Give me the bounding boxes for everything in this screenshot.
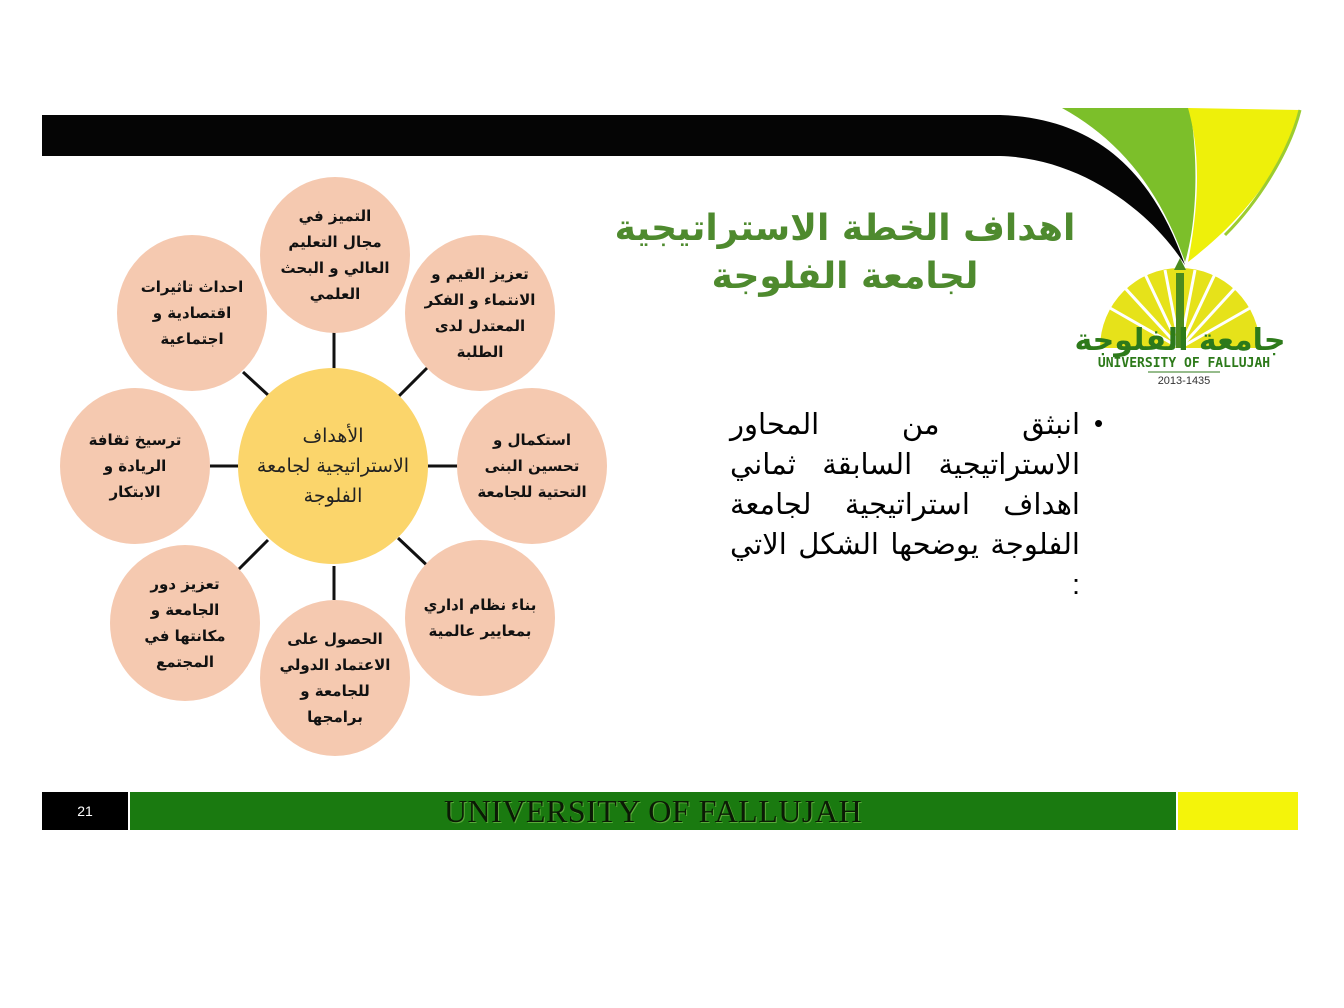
logo-years: 2013-1435 — [1157, 375, 1211, 387]
petal-objective — [110, 545, 260, 701]
logo-english-name: UNIVERSITY OF FALLUJAH — [1097, 356, 1271, 371]
hub-label: الأهداف الاستراتيجية لجامعة الفلوجة — [256, 425, 410, 507]
objectives-diagram — [0, 160, 640, 780]
petal-label: الحصول على الاعتماد الدولي للجامعة و برامجها — [279, 630, 391, 726]
logo-arabic-name: جامعة الفلوجة — [1074, 323, 1286, 358]
petal-objective — [457, 388, 607, 544]
connector-line — [238, 540, 268, 570]
footer-yellow-block — [1178, 792, 1298, 830]
connector-line — [395, 365, 430, 400]
bullet-dot-icon: • — [1094, 408, 1104, 438]
petal-label: ترسيخ ثقافة الريادة و الابتكار — [88, 431, 182, 501]
footer-banner — [130, 792, 1176, 830]
slide-title — [600, 205, 1090, 301]
petal-objective — [260, 177, 410, 333]
petal-label: استكمال و تحسين البنى التحتية للجامعة — [477, 431, 587, 501]
petal-objective — [117, 235, 267, 391]
petal-objective — [260, 600, 410, 756]
slide-footer — [42, 792, 1298, 830]
bullet-paragraph: انبثق من المحاور الاستراتيجية السابقة ثماني اهداف استراتيجية لجامعة الفلوجة يوضحها الشكل الاتي : — [730, 409, 1080, 601]
footer-university-name: UNIVERSITY OF FALLUJAH — [443, 792, 863, 829]
page-number: 21 — [42, 792, 128, 830]
connector-line — [243, 372, 268, 395]
petal-label: تعزيز القيم و الانتماء و الفكر المعتدل لدى الطلبة — [424, 265, 536, 361]
petal-label: احداث تاثيرات اقتصادية و اجتماعية — [140, 278, 244, 348]
university-logo — [1060, 108, 1300, 398]
petal-label: تعزيز دور الجامعة و مكانتها في المجتمع — [144, 575, 226, 671]
petal-label: التميز في مجال التعليم العالي و البحث العلمي — [280, 207, 390, 303]
petal-label: بناء نظام اداري بمعايير عالمية — [423, 596, 537, 640]
title-line-2: لجامعة الفلوجة — [711, 256, 979, 297]
center-hub — [238, 368, 428, 564]
petal-objective — [405, 235, 555, 391]
petal-objective — [60, 388, 210, 544]
title-line-1: اهداف الخطة الاستراتيجية — [614, 208, 1076, 249]
petal-objective — [405, 540, 555, 696]
